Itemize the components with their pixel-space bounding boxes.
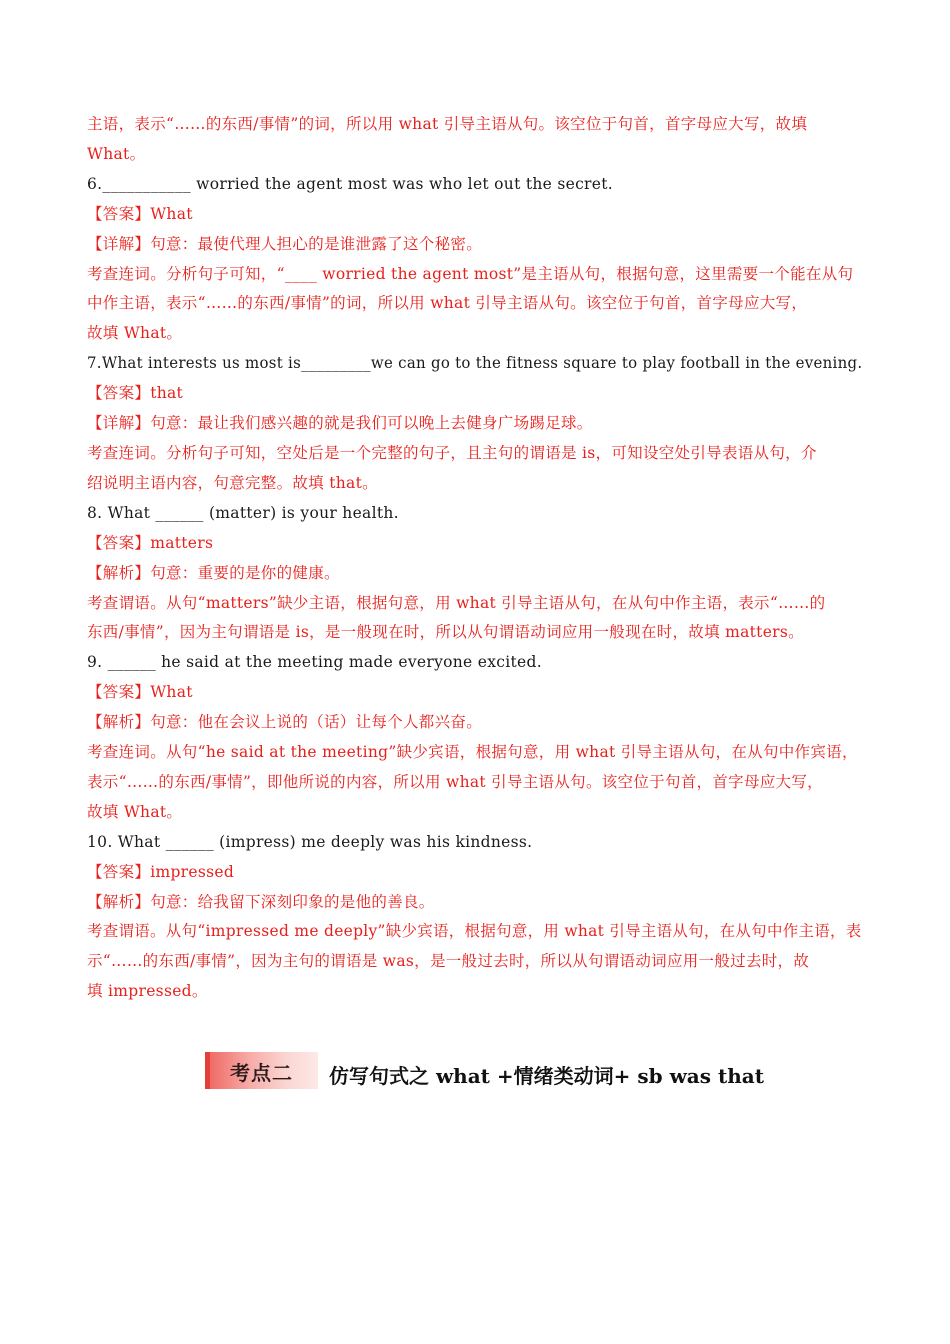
document-body (87, 110, 862, 1007)
answer-text-line: 主语，表示“……的东西/事情”的词，所以用 what 引导主语从句。该空位于句首，首字母应大写，故填 (87, 115, 808, 133)
answer-text-line: 【详解】句意：最让我们感兴趣的就是我们可以晚上去健身广场踢足球。 (87, 414, 593, 433)
section-badge (205, 1052, 318, 1089)
answer-text-line: 考查谓语。从句“matters”缺少主语，根据句意，用 what 引导主语从句，在从句中作主语，表示“……的 (87, 593, 826, 612)
answer-text-line: 【答案】that (87, 384, 184, 403)
answer-text-line: 考查连词。分析句子可知，“____ worried the agent most”是主语从句，根据句意，这里需要一个能在从句 (87, 264, 854, 283)
section-title: 仿写句式之 what +情绪类动词+ sb was that (329, 1064, 764, 1088)
answer-text-line: 考查连词。从句“he said at the meeting”缺少宾语，根据句意，用 what 引导主语从句，在从句中作宾语， (87, 743, 858, 762)
answer-text-line: 【答案】What (87, 683, 193, 702)
section-badge-label: 考点二 (230, 1061, 293, 1085)
answer-text-line: 【解析】句意：给我留下深刻印象的是他的善良。 (87, 892, 435, 911)
answer-text-line: 【详解】句意：最使代理人担心的是谁泄露了这个秘密。 (87, 234, 483, 253)
answer-text-line: 中作主语，表示“……的东西/事情”的词，所以用 what 引导主语从句。该空位于句首，首字母应大写， (87, 294, 808, 313)
answer-text-line: 表示“……的东西/事情”，即他所说的内容，所以用 what 引导主语从句。该空位于句首，首字母应大写， (87, 772, 823, 791)
answer-text-line: 【答案】What (87, 204, 193, 223)
answer-text-line: 【解析】句意：重要的是你的健康。 (87, 563, 340, 582)
answer-text-line: 示“……的东西/事情”，因为主句的谓语是 was，是一般过去时，所以从句谓语动词应用一般过去时，故 (87, 952, 810, 971)
answer-text-line: 考查谓语。从句“impressed me deeply”缺少宾语，根据句意，用 what 引导主语从句，在从句中作主语，表 (87, 922, 862, 941)
question-line: 10. What ______ (impress) me deeply was his kindness. (87, 832, 533, 851)
question-line: 8. What ______ (matter) is your health. (87, 503, 399, 522)
answer-text-line: 故填 What。 (87, 324, 183, 343)
answer-text-line: 故填 What。 (87, 802, 183, 821)
answer-text-line: What。 (87, 144, 146, 163)
answer-text-line: 【答案】impressed (87, 862, 235, 881)
section-header (205, 1052, 805, 1090)
answer-text-line: 【解析】句意：他在会议上说的（话）让每个人都兴奋。 (87, 713, 483, 732)
answer-text-line: 填 impressed。 (87, 982, 208, 1001)
answer-text-line: 考查连词。分析句子可知，空处后是一个完整的句子，且主句的谓语是 is，可知设空处引导表语从句，介 (87, 443, 817, 462)
question-line: 9. ______ he said at the meeting made everyone excited. (87, 653, 542, 672)
question-line: 6.___________ worried the agent most was who let out the secret. (87, 174, 613, 193)
answer-text-line: 绍说明主语内容，句意完整。故填 that。 (87, 473, 378, 492)
answer-text-line: 【答案】matters (87, 533, 214, 552)
answer-text-line: 东西/事情”，因为主句谓语是 is，是一般现在时，所以从句谓语动词应用一般现在时，故填 matters。 (87, 623, 804, 642)
question-line: 7.What interests us most is_________we can go to the fitness square to play football in the evening. (87, 354, 863, 373)
